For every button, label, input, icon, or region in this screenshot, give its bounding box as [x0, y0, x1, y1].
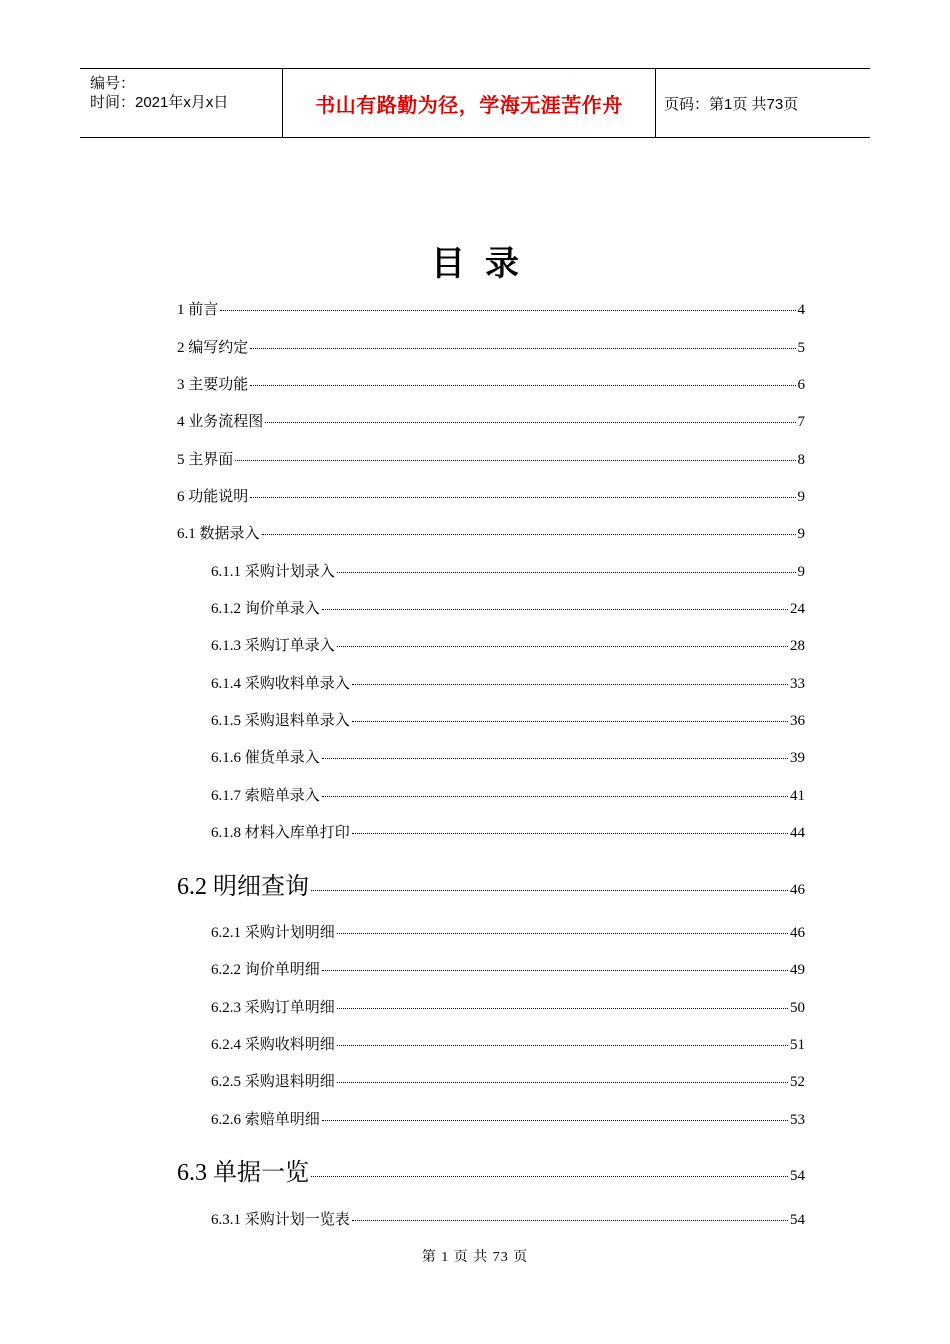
toc-entry-page: 39 — [790, 750, 805, 766]
toc-entry-text: 6.1.6 催货单录入 — [211, 750, 320, 766]
toc-leader — [220, 310, 795, 311]
toc-entry-page: 6 — [797, 377, 805, 393]
toc-leader — [322, 1120, 788, 1121]
toc-leader — [250, 497, 795, 498]
toc-entry[interactable] — [177, 336, 805, 357]
toc-entry[interactable] — [211, 996, 805, 1017]
toc-entry-page: 33 — [790, 676, 805, 692]
toc-entry[interactable] — [211, 1033, 805, 1054]
toc-leader — [337, 646, 788, 647]
page-title: 目录 — [431, 244, 539, 284]
toc-entry-text: 6.2.4 采购收料明细 — [211, 1037, 335, 1053]
toc-entry-page: 50 — [790, 1000, 805, 1016]
toc-entry[interactable] — [211, 784, 805, 805]
header-motto-cell — [282, 69, 656, 137]
toc-entry-page: 44 — [790, 825, 805, 841]
toc-entry-text: 1 前言 — [177, 302, 219, 318]
toc-leader — [265, 422, 795, 423]
header-time: 时间：2021年x月x日 — [90, 94, 229, 111]
toc-entry[interactable] — [177, 298, 805, 319]
toc-leader — [352, 1220, 788, 1221]
toc-entry-page: 46 — [790, 882, 805, 898]
header-meta — [80, 69, 282, 137]
toc-entry-page: 41 — [790, 788, 805, 804]
toc-entry[interactable] — [211, 1108, 805, 1129]
toc-entry[interactable] — [211, 672, 805, 693]
toc-entry-text: 4 业务流程图 — [177, 414, 264, 430]
toc-entry-text: 6.1.8 材料入库单打印 — [211, 825, 350, 841]
header-number: 编号： — [90, 75, 136, 92]
header-page-info: 页码：第1页 共73页 — [664, 95, 799, 113]
toc-leader — [311, 1176, 788, 1177]
toc-entry[interactable] — [211, 1208, 805, 1229]
toc-entry[interactable] — [177, 448, 805, 469]
toc-entry-page: 9 — [797, 526, 805, 542]
toc-leader — [250, 385, 795, 386]
toc-entry-text: 6.2.1 采购计划明细 — [211, 925, 335, 941]
page-footer: 第 1 页 共 73 页 — [421, 1250, 529, 1265]
toc-entry-text: 6.2.5 采购退料明细 — [211, 1074, 335, 1090]
toc-leader — [322, 970, 788, 971]
page-header — [80, 68, 870, 138]
toc-leader — [337, 933, 788, 934]
toc-entry-page: 9 — [797, 564, 805, 580]
toc-entry-page: 51 — [790, 1037, 805, 1053]
toc-entry-page: 54 — [790, 1168, 805, 1184]
toc-entry-text: 6.1.4 采购收料单录入 — [211, 676, 350, 692]
toc-entry-page: 9 — [797, 489, 805, 505]
toc-entry-page: 7 — [797, 414, 805, 430]
toc-entry-page: 46 — [790, 925, 805, 941]
toc-entry-text: 6 功能说明 — [177, 489, 249, 505]
toc-entry[interactable] — [211, 821, 805, 842]
toc-leader — [337, 1008, 788, 1009]
toc-entry-page: 8 — [797, 452, 805, 468]
toc-entry[interactable] — [211, 1070, 805, 1091]
toc-entry-text: 6.1.7 索赔单录入 — [211, 788, 320, 804]
toc-entry[interactable] — [177, 522, 805, 543]
toc-entry[interactable] — [177, 485, 805, 506]
toc-entry-page: 52 — [790, 1074, 805, 1090]
toc-entry-page: 24 — [790, 601, 805, 617]
toc-entry[interactable] — [211, 597, 805, 618]
toc-leader — [262, 534, 796, 535]
toc-entry-text: 6.2.3 采购订单明细 — [211, 1000, 335, 1016]
toc-entry[interactable] — [211, 746, 805, 767]
toc-entry-text: 5 主界面 — [177, 452, 234, 468]
toc-entry-page: 36 — [790, 713, 805, 729]
header-motto: 书山有路勤为径，学海无涯苦作舟 — [315, 92, 623, 117]
toc-leader — [311, 890, 788, 891]
toc-leader — [337, 1045, 788, 1046]
toc-leader — [337, 1082, 788, 1083]
toc-leader — [250, 348, 795, 349]
toc-entry-page: 5 — [797, 340, 805, 356]
toc-entry-text: 6.3.1 采购计划一览表 — [211, 1212, 350, 1228]
toc-entry-text: 6.1.3 采购订单录入 — [211, 638, 335, 654]
toc-leader — [352, 833, 788, 834]
toc-entry-text: 6.3 单据一览 — [177, 1160, 309, 1186]
toc-entry-text: 3 主要功能 — [177, 377, 249, 393]
toc-entry-text: 6.2.6 索赔单明细 — [211, 1112, 320, 1128]
toc-entry-text: 2 编写约定 — [177, 340, 249, 356]
toc-entry[interactable] — [211, 634, 805, 655]
toc-leader — [337, 572, 796, 573]
toc-leader — [352, 684, 788, 685]
toc-entry-page: 4 — [797, 302, 805, 318]
toc-entry[interactable] — [211, 958, 805, 979]
toc-entry-text: 6.1.2 询价单录入 — [211, 601, 320, 617]
toc-leader — [235, 460, 795, 461]
toc-entry-text: 6.1.1 采购计划录入 — [211, 564, 335, 580]
toc-entry-text: 6.2 明细查询 — [177, 874, 309, 900]
toc-entry[interactable] — [211, 560, 805, 581]
toc-entry[interactable] — [177, 410, 805, 431]
toc-entry[interactable] — [177, 866, 805, 901]
toc-entry[interactable] — [177, 1152, 805, 1187]
toc-entry[interactable] — [211, 921, 805, 942]
toc-leader — [322, 796, 788, 797]
toc-leader — [322, 609, 788, 610]
toc-entry-text: 6.1.5 采购退料单录入 — [211, 713, 350, 729]
toc-entry-page: 49 — [790, 962, 805, 978]
toc-entry-text: 6.2.2 询价单明细 — [211, 962, 320, 978]
toc-entry[interactable] — [177, 373, 805, 394]
toc-entry-text: 6.1 数据录入 — [177, 526, 260, 542]
toc-entry-page: 53 — [790, 1112, 805, 1128]
toc-entry-page: 28 — [790, 638, 805, 654]
toc-leader — [322, 758, 788, 759]
toc-entry-page: 54 — [790, 1212, 805, 1228]
toc-entry[interactable] — [211, 709, 805, 730]
toc-leader — [352, 721, 788, 722]
